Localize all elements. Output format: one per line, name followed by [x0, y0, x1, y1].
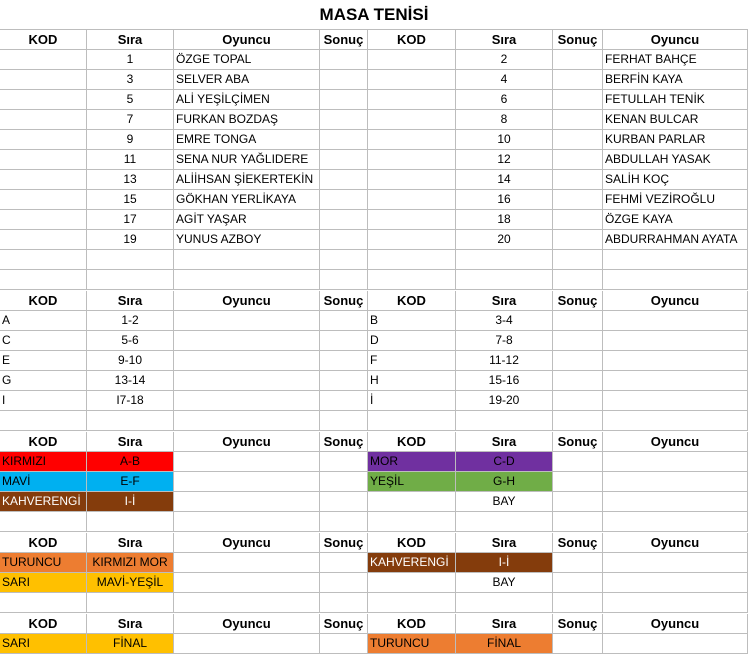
kod-right[interactable]: D	[368, 331, 456, 351]
r3-header-kod[interactable]: KOD	[368, 432, 456, 452]
empty-cell[interactable]	[553, 371, 603, 391]
player-left[interactable]: FURKAN BOZDAŞ	[174, 110, 320, 130]
player-right[interactable]: ABDURRAHMAN AYATA	[603, 230, 748, 250]
empty-cell[interactable]	[87, 250, 174, 270]
empty-cell[interactable]	[0, 130, 87, 150]
empty-cell[interactable]	[87, 411, 174, 431]
sira-left[interactable]: 13	[87, 170, 174, 190]
empty-cell[interactable]	[174, 331, 320, 351]
empty-cell[interactable]	[320, 110, 368, 130]
empty-cell[interactable]	[0, 270, 87, 290]
match-left[interactable]: A-B	[87, 452, 174, 472]
sira-right[interactable]: 3-4	[456, 311, 553, 331]
bay-label[interactable]: BAY	[456, 492, 553, 512]
player-right[interactable]: ABDULLAH YASAK	[603, 150, 748, 170]
empty-cell[interactable]	[0, 170, 87, 190]
r1-header-oyuncu[interactable]: Oyuncu	[603, 30, 748, 50]
empty-cell[interactable]	[368, 70, 456, 90]
empty-cell[interactable]	[553, 553, 603, 573]
match-left[interactable]: MAVİ-YEŞİL	[87, 573, 174, 593]
r5-header-sira[interactable]: Sıra	[456, 614, 553, 634]
r5-header-sonuc[interactable]: Sonuç	[553, 614, 603, 634]
empty-cell[interactable]	[603, 634, 748, 654]
empty-cell[interactable]	[0, 230, 87, 250]
r3-header-sonuc[interactable]: Sonuç	[320, 432, 368, 452]
empty-cell[interactable]	[0, 70, 87, 90]
sira-right[interactable]: 18	[456, 210, 553, 230]
r2-header-kod[interactable]: KOD	[0, 291, 87, 311]
empty-cell[interactable]	[0, 411, 87, 431]
empty-cell[interactable]	[0, 110, 87, 130]
empty-cell[interactable]	[553, 70, 603, 90]
sira-right[interactable]: 11-12	[456, 351, 553, 371]
sira-left[interactable]: 15	[87, 190, 174, 210]
r2-header-kod[interactable]: KOD	[368, 291, 456, 311]
player-right[interactable]: ÖZGE KAYA	[603, 210, 748, 230]
color-kod-left[interactable]: MAVİ	[0, 472, 87, 492]
empty-cell[interactable]	[174, 553, 320, 573]
empty-cell[interactable]	[320, 593, 368, 613]
empty-cell[interactable]	[87, 512, 174, 532]
r2-header-sira[interactable]: Sıra	[87, 291, 174, 311]
player-right[interactable]: FERHAT BAHÇE	[603, 50, 748, 70]
sira-left[interactable]: 5-6	[87, 331, 174, 351]
empty-cell[interactable]	[603, 311, 748, 331]
r4-header-kod[interactable]: KOD	[0, 533, 87, 553]
empty-cell[interactable]	[320, 371, 368, 391]
empty-cell[interactable]	[368, 411, 456, 431]
sira-right[interactable]: 10	[456, 130, 553, 150]
empty-cell[interactable]	[320, 492, 368, 512]
empty-cell[interactable]	[553, 230, 603, 250]
empty-cell[interactable]	[0, 90, 87, 110]
sira-right[interactable]: 8	[456, 110, 553, 130]
sira-left[interactable]: 17	[87, 210, 174, 230]
final-left[interactable]: FİNAL	[87, 634, 174, 654]
empty-cell[interactable]	[320, 573, 368, 593]
sira-left[interactable]: 1	[87, 50, 174, 70]
r1-header-sonuc[interactable]: Sonuç	[553, 30, 603, 50]
sira-left[interactable]: I7-18	[87, 391, 174, 411]
sira-left[interactable]: 7	[87, 110, 174, 130]
r5-header-sira[interactable]: Sıra	[87, 614, 174, 634]
bay-label[interactable]: BAY	[456, 573, 553, 593]
sira-left[interactable]: 11	[87, 150, 174, 170]
empty-cell[interactable]	[553, 411, 603, 431]
kod-right[interactable]: H	[368, 371, 456, 391]
empty-cell[interactable]	[174, 634, 320, 654]
empty-cell[interactable]	[368, 250, 456, 270]
color-kod-left[interactable]: KIRMIZI	[0, 452, 87, 472]
page-title: MASA TENİSİ	[0, 0, 748, 30]
r1-header-sonuc[interactable]: Sonuç	[320, 30, 368, 50]
empty-cell[interactable]	[174, 391, 320, 411]
empty-cell[interactable]	[456, 250, 553, 270]
empty-cell[interactable]	[603, 250, 748, 270]
sira-left[interactable]: 5	[87, 90, 174, 110]
r5-header-kod[interactable]: KOD	[368, 614, 456, 634]
empty-cell[interactable]	[320, 230, 368, 250]
match-left[interactable]: E-F	[87, 472, 174, 492]
empty-cell[interactable]	[174, 593, 320, 613]
empty-cell[interactable]	[174, 573, 320, 593]
r3-header-sonuc[interactable]: Sonuç	[553, 432, 603, 452]
empty-cell[interactable]	[368, 50, 456, 70]
empty-cell[interactable]	[603, 371, 748, 391]
empty-cell[interactable]	[0, 50, 87, 70]
r3-header-kod[interactable]: KOD	[0, 432, 87, 452]
sira-left[interactable]: 19	[87, 230, 174, 250]
empty-cell[interactable]	[320, 130, 368, 150]
empty-cell[interactable]	[174, 351, 320, 371]
empty-cell[interactable]	[553, 331, 603, 351]
sira-right[interactable]: 19-20	[456, 391, 553, 411]
r4-header-kod[interactable]: KOD	[368, 533, 456, 553]
match-right[interactable]: G-H	[456, 472, 553, 492]
r2-header-sira[interactable]: Sıra	[456, 291, 553, 311]
empty-cell[interactable]	[368, 270, 456, 290]
empty-cell[interactable]	[553, 472, 603, 492]
r1-header-kod[interactable]: KOD	[0, 30, 87, 50]
empty-cell[interactable]	[553, 270, 603, 290]
match-left[interactable]: I-İ	[87, 492, 174, 512]
kod-left[interactable]: C	[0, 331, 87, 351]
empty-cell[interactable]	[553, 150, 603, 170]
empty-cell[interactable]	[368, 492, 456, 512]
empty-cell[interactable]	[603, 351, 748, 371]
empty-cell[interactable]	[553, 210, 603, 230]
kod-left[interactable]: G	[0, 371, 87, 391]
kod-right[interactable]: B	[368, 311, 456, 331]
r4-header-oyuncu[interactable]: Oyuncu	[603, 533, 748, 553]
r5-header-sonuc[interactable]: Sonuç	[320, 614, 368, 634]
empty-cell[interactable]	[368, 130, 456, 150]
r1-header-sira[interactable]: Sıra	[456, 30, 553, 50]
empty-cell[interactable]	[553, 573, 603, 593]
player-right[interactable]: FEHMİ VEZİROĞLU	[603, 190, 748, 210]
r3-header-oyuncu[interactable]: Oyuncu	[174, 432, 320, 452]
empty-cell[interactable]	[603, 512, 748, 532]
empty-cell[interactable]	[553, 130, 603, 150]
player-left[interactable]: ALİ YEŞİLÇİMEN	[174, 90, 320, 110]
player-left[interactable]: EMRE TONGA	[174, 130, 320, 150]
empty-cell[interactable]	[603, 411, 748, 431]
r2-header-oyuncu[interactable]: Oyuncu	[603, 291, 748, 311]
empty-cell[interactable]	[0, 250, 87, 270]
empty-cell[interactable]	[603, 553, 748, 573]
r4-header-sonuc[interactable]: Sonuç	[553, 533, 603, 553]
empty-cell[interactable]	[320, 391, 368, 411]
player-left[interactable]: AGİT YAŞAR	[174, 210, 320, 230]
empty-cell[interactable]	[0, 190, 87, 210]
empty-cell[interactable]	[368, 150, 456, 170]
empty-cell[interactable]	[368, 190, 456, 210]
empty-cell[interactable]	[553, 110, 603, 130]
empty-cell[interactable]	[553, 50, 603, 70]
r3-header-sira[interactable]: Sıra	[87, 432, 174, 452]
empty-cell[interactable]	[603, 492, 748, 512]
empty-cell[interactable]	[320, 411, 368, 431]
empty-cell[interactable]	[456, 411, 553, 431]
color-kod-left[interactable]: SARI	[0, 573, 87, 593]
kod-right[interactable]: İ	[368, 391, 456, 411]
color-kod-left[interactable]: TURUNCU	[0, 553, 87, 573]
empty-cell[interactable]	[0, 150, 87, 170]
sira-left[interactable]: 13-14	[87, 371, 174, 391]
empty-cell[interactable]	[320, 270, 368, 290]
r2-header-sonuc[interactable]: Sonuç	[320, 291, 368, 311]
empty-cell[interactable]	[174, 270, 320, 290]
r5-header-kod[interactable]: KOD	[0, 614, 87, 634]
r4-header-sonuc[interactable]: Sonuç	[320, 533, 368, 553]
color-kod-right[interactable]: MOR	[368, 452, 456, 472]
kod-left[interactable]: E	[0, 351, 87, 371]
empty-cell[interactable]	[603, 270, 748, 290]
empty-cell[interactable]	[320, 90, 368, 110]
player-right[interactable]: BERFİN KAYA	[603, 70, 748, 90]
sira-right[interactable]: 14	[456, 170, 553, 190]
empty-cell[interactable]	[553, 311, 603, 331]
empty-cell[interactable]	[456, 593, 553, 613]
r1-header-oyuncu[interactable]: Oyuncu	[174, 30, 320, 50]
empty-cell[interactable]	[603, 391, 748, 411]
r5-header-oyuncu[interactable]: Oyuncu	[603, 614, 748, 634]
player-right[interactable]: KURBAN PARLAR	[603, 130, 748, 150]
empty-cell[interactable]	[320, 150, 368, 170]
player-left[interactable]: YUNUS AZBOY	[174, 230, 320, 250]
empty-cell[interactable]	[320, 170, 368, 190]
empty-cell[interactable]	[553, 190, 603, 210]
r4-header-oyuncu[interactable]: Oyuncu	[174, 533, 320, 553]
empty-cell[interactable]	[368, 512, 456, 532]
empty-cell[interactable]	[320, 331, 368, 351]
color-kod-right[interactable]: KAHVERENGİ	[368, 553, 456, 573]
player-left[interactable]: ÖZGE TOPAL	[174, 50, 320, 70]
empty-cell[interactable]	[174, 512, 320, 532]
empty-cell[interactable]	[320, 311, 368, 331]
empty-cell[interactable]	[87, 270, 174, 290]
r2-header-oyuncu[interactable]: Oyuncu	[174, 291, 320, 311]
r1-header-kod[interactable]: KOD	[368, 30, 456, 50]
empty-cell[interactable]	[320, 452, 368, 472]
empty-cell[interactable]	[174, 311, 320, 331]
empty-cell[interactable]	[456, 512, 553, 532]
empty-cell[interactable]	[553, 593, 603, 613]
empty-cell[interactable]	[553, 391, 603, 411]
r5-header-oyuncu[interactable]: Oyuncu	[174, 614, 320, 634]
empty-cell[interactable]	[320, 70, 368, 90]
empty-cell[interactable]	[320, 512, 368, 532]
sira-right[interactable]: 2	[456, 50, 553, 70]
sira-right[interactable]: 7-8	[456, 331, 553, 351]
r3-header-oyuncu[interactable]: Oyuncu	[603, 432, 748, 452]
empty-cell[interactable]	[553, 634, 603, 654]
empty-cell[interactable]	[553, 170, 603, 190]
sira-right[interactable]: 20	[456, 230, 553, 250]
empty-cell[interactable]	[320, 553, 368, 573]
empty-cell[interactable]	[320, 634, 368, 654]
empty-cell[interactable]	[368, 573, 456, 593]
empty-cell[interactable]	[553, 250, 603, 270]
empty-cell[interactable]	[603, 472, 748, 492]
sira-right[interactable]: 6	[456, 90, 553, 110]
empty-cell[interactable]	[368, 210, 456, 230]
sira-left[interactable]: 1-2	[87, 311, 174, 331]
empty-cell[interactable]	[320, 50, 368, 70]
match-left[interactable]: KIRMIZI MOR	[87, 553, 174, 573]
player-right[interactable]: KENAN BULCAR	[603, 110, 748, 130]
empty-cell[interactable]	[0, 593, 87, 613]
empty-cell[interactable]	[368, 593, 456, 613]
empty-cell[interactable]	[320, 190, 368, 210]
empty-cell[interactable]	[456, 270, 553, 290]
empty-cell[interactable]	[603, 593, 748, 613]
empty-cell[interactable]	[174, 452, 320, 472]
empty-cell[interactable]	[368, 110, 456, 130]
final-kod-right[interactable]: TURUNCU	[368, 634, 456, 654]
match-right[interactable]: C-D	[456, 452, 553, 472]
r4-header-sira[interactable]: Sıra	[456, 533, 553, 553]
player-left[interactable]: ALİİHSAN ŞİEKERTEKİN	[174, 170, 320, 190]
sira-right[interactable]: 16	[456, 190, 553, 210]
player-left[interactable]: SELVER ABA	[174, 70, 320, 90]
kod-left[interactable]: I	[0, 391, 87, 411]
sira-right[interactable]: 4	[456, 70, 553, 90]
sira-left[interactable]: 3	[87, 70, 174, 90]
kod-left[interactable]: A	[0, 311, 87, 331]
sira-right[interactable]: 15-16	[456, 371, 553, 391]
empty-cell[interactable]	[320, 472, 368, 492]
empty-cell[interactable]	[553, 512, 603, 532]
player-right[interactable]: SALİH KOÇ	[603, 170, 748, 190]
empty-cell[interactable]	[368, 170, 456, 190]
empty-cell[interactable]	[603, 452, 748, 472]
r4-header-sira[interactable]: Sıra	[87, 533, 174, 553]
empty-cell[interactable]	[174, 472, 320, 492]
r3-header-sira[interactable]: Sıra	[456, 432, 553, 452]
empty-cell[interactable]	[368, 230, 456, 250]
empty-cell[interactable]	[174, 411, 320, 431]
r1-header-sira[interactable]: Sıra	[87, 30, 174, 50]
kod-right[interactable]: F	[368, 351, 456, 371]
empty-cell[interactable]	[320, 351, 368, 371]
empty-cell[interactable]	[174, 492, 320, 512]
color-kod-left[interactable]: KAHVERENGİ	[0, 492, 87, 512]
empty-cell[interactable]	[87, 593, 174, 613]
final-kod-left[interactable]: SARI	[0, 634, 87, 654]
sira-right[interactable]: 12	[456, 150, 553, 170]
empty-cell[interactable]	[603, 573, 748, 593]
empty-cell[interactable]	[0, 512, 87, 532]
sira-left[interactable]: 9	[87, 130, 174, 150]
r2-header-sonuc[interactable]: Sonuç	[553, 291, 603, 311]
empty-cell[interactable]	[174, 250, 320, 270]
match-right[interactable]: I-İ	[456, 553, 553, 573]
player-left[interactable]: GÖKHAN YERLİKAYA	[174, 190, 320, 210]
sira-left[interactable]: 9-10	[87, 351, 174, 371]
player-left[interactable]: SENA NUR YAĞLIDERE	[174, 150, 320, 170]
empty-cell[interactable]	[553, 351, 603, 371]
player-right[interactable]: FETULLAH TENİK	[603, 90, 748, 110]
empty-cell[interactable]	[553, 90, 603, 110]
empty-cell[interactable]	[603, 331, 748, 351]
empty-cell[interactable]	[368, 90, 456, 110]
empty-cell[interactable]	[0, 210, 87, 230]
final-right[interactable]: FİNAL	[456, 634, 553, 654]
color-kod-right[interactable]: YEŞİL	[368, 472, 456, 492]
empty-cell[interactable]	[174, 371, 320, 391]
empty-cell[interactable]	[553, 452, 603, 472]
empty-cell[interactable]	[553, 492, 603, 512]
empty-cell[interactable]	[320, 250, 368, 270]
empty-cell[interactable]	[320, 210, 368, 230]
